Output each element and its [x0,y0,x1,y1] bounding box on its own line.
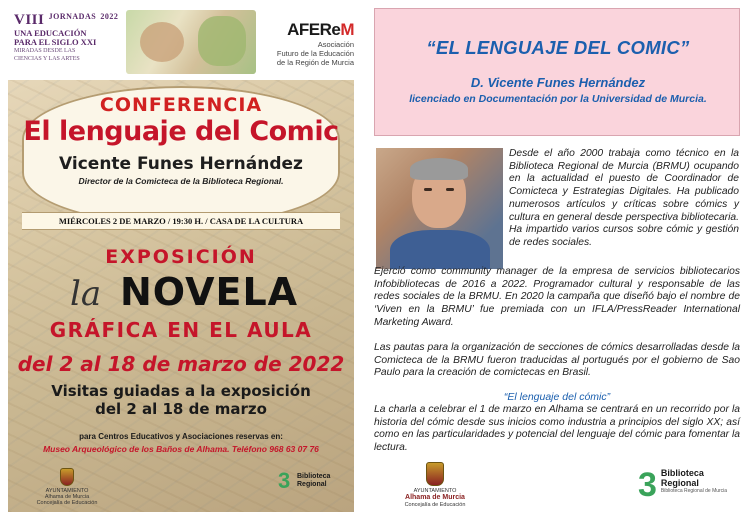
biblioteca-b-icon: 3 [638,466,657,504]
info-header-box [374,8,740,136]
ayuntamiento-logo-line2: Alhama de Murcia [44,494,90,500]
aferem-logo-m: M [340,20,354,39]
museum-contact: Museo Arqueológico de los Baños de Alhama. Teléfono 968 63 07 76 [43,444,319,454]
aferem-logo-text: AFERe [287,20,341,39]
talk-subheading: “El lenguaje del cómic” [503,391,611,403]
jornadas-logo [14,12,126,63]
ayuntamiento-logo [32,468,102,506]
header-photo [126,10,256,74]
footer-biblioteca-logo [638,468,738,502]
speaker-name: D. Vicente Funes Hernández [470,75,646,90]
biblioteca-logo-line1: Biblioteca [297,473,331,480]
conference-title: El lenguaje del Comic [23,116,339,147]
footer-logo-right-line1: Biblioteca [660,468,704,478]
speaker-photo [376,148,503,269]
crest-icon [60,468,74,486]
jornadas-line4: CIENCIAS Y LAS ARTES [14,56,80,62]
jornadas-year: 2022 [100,12,119,21]
exhibition-heading: EXPOSICIÓN [105,246,257,268]
footer-logo-left-line2: Alhama de Murcia [405,494,465,501]
aferem-sub1: Asociación [317,40,354,49]
poster-footer [8,462,354,512]
info-title: “EL LENGUAJE DEL COMIC” [426,37,690,58]
reservation-info: para Centros Educativos y Asociaciones reservas en: [79,432,283,441]
footer-logo-left-line3: Concejalía de Educación [404,502,466,508]
event-poster [8,8,354,512]
ayuntamiento-logo-line1: AYUNTAMIENTO [45,488,89,494]
aferem-sub2: Futuro de la Educación [276,49,354,58]
jornadas-line3: MIRADAS DESDE LAS [14,48,76,54]
conference-speaker-role: Director de la Comicteca de la Biblioteca Regional. [78,176,284,186]
ayuntamiento-logo-line3: Concejalía de Educación [36,500,98,506]
guided-visits-line2: del 2 al 18 de marzo [95,400,267,418]
exhibition-dates: del 2 al 18 de marzo de 2022 [17,352,345,376]
jornadas-line2: PARA EL SIGLO XXI [14,37,97,47]
bio-paragraph-3: Las pautas para la organización de secciones de cómics desarrolladas desde la Comicteca de la BRMU fueron traducidas al portugués por el gobierno de Sao Paulo para la creación de comictecas en Brasil. [374,342,740,379]
biblioteca-logo-line2: Regional [297,481,327,488]
poster-header [8,8,354,78]
exhibition-title-grafica: GRÁFICA EN EL AULA [49,318,313,342]
footer-logo-left-line1: AYUNTAMIENTO [413,488,457,494]
jornadas-line1: UNA EDUCACIÓN [14,28,87,38]
jornadas-number: VIII [14,12,45,28]
exhibition-title-novela: NOVELA [120,270,299,314]
biblioteca-b-icon: 3 [278,468,291,493]
poster-body [8,80,354,512]
guided-visits-line1: Visitas guiadas a la exposición [51,382,311,400]
bio-paragraph-1: Desde el año 2000 trabaja como técnico en la Biblioteca Regional de Murcia (BRMU) ocupando en la actualidad el puesto de Coordinador de Comicteca y Estrategias Digitales. Ha publicado numerosos artículos y críticas sobre cómics y cultura en general desde perspectiva bibliotecaria. Ha impartido varios cursos sobre cómic y gestión de redes sociales. [509,148,739,248]
aferem-logo [260,20,354,67]
aferem-sub3: de la Región de Murcia [276,58,354,67]
footer-logo-right-line3: Biblioteca Regional de Murcia [660,488,728,494]
footer-logo-right-line2: Regional [660,478,699,488]
guided-visits [8,382,354,418]
jornadas-word: JORNADAS [48,12,97,21]
talk-description: La charla a celebrar el 1 de marzo en Alhama se centrará en un recorrido por la historia del cómic desde sus inicios como industria a principios del siglo XX; así como en las particularidades y potencial del lenguaje del cómic para fomentar la lectura. [374,404,740,454]
exhibition-title-la: la [70,274,102,314]
conference-speaker: Vicente Funes Hernández [59,154,303,174]
crest-icon [426,462,444,486]
bio-paragraph-2: Ejerció como community manager de la empresa de servicios bibliotecarios Infobibliotecas de 2016 a 2022. Programador cultural y responsable de las redes sociales de la BRMU. En 2020 la campaña que diseñó bajo el nombre de ‘Viven en la BRMU’ fue premiada con un IFLA/PressReader International Marketing Award. [374,266,740,328]
biblioteca-logo [278,470,348,492]
conference-date: MIÉRCOLES 2 DE MARZO / 19:30 H. / CASA DE LA CULTURA [22,212,340,230]
footer-ayuntamiento-logo [400,462,470,508]
speaker-credentials: licenciado en Documentación por la Universidad de Murcia. [409,93,707,105]
conference-heading: CONFERENCIA [99,94,263,116]
